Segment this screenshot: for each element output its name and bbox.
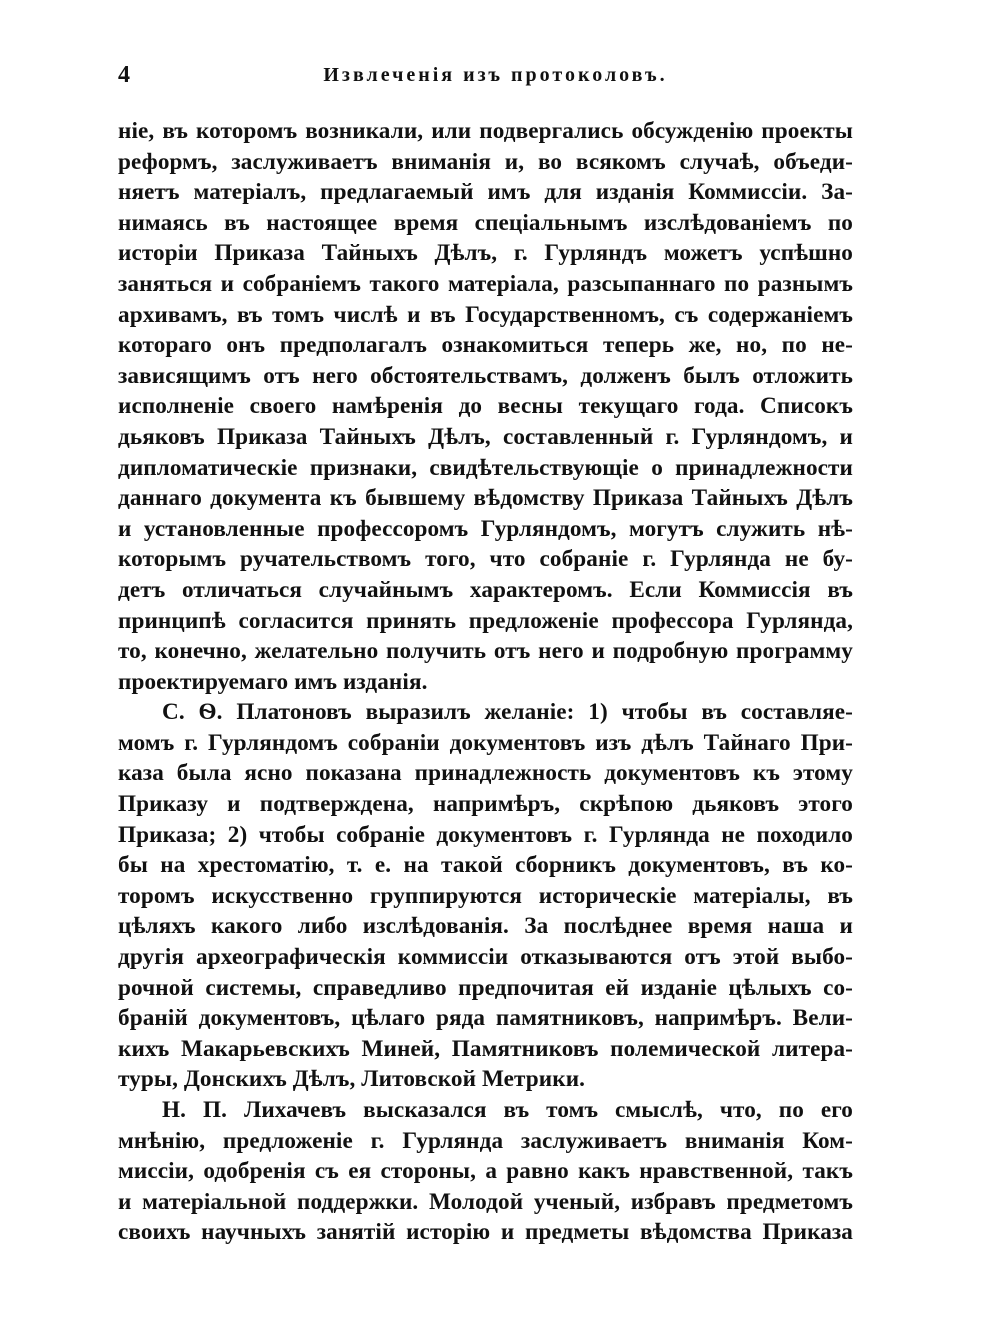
text-line: исторіи Приказа Тайныхъ Дѣлъ, г. Гурляндъ можетъ успѣшно (118, 240, 853, 267)
text-line: заняться и собраніемъ такого матеріала, разсыпаннаго по разнымъ (118, 270, 853, 297)
text-line: дьяковъ Приказа Тайныхъ Дѣлъ, составленный г. Гурляндомъ, и (118, 423, 853, 450)
text-line: своихъ научныхъ занятій исторію и предметы вѣдомства Приказа (118, 1219, 853, 1246)
text-line: рочной системы, справедливо предпочитая ей изданіе цѣлыхъ со- (118, 974, 853, 1001)
text-line: Н. П. Лихачевъ высказался въ томъ смыслѣ, что, по его (162, 1097, 853, 1123)
text-line: архивамъ, въ томъ числѣ и въ Государственномъ, съ содержаніемъ (118, 301, 853, 328)
text-line: С. Ѳ. Платоновъ выразилъ желаніе: 1) чтобы въ составляе- (162, 699, 853, 726)
text-line: кихъ Макарьевскихъ Миней, Памятниковъ полемической литера- (118, 1035, 853, 1062)
text-line: торомъ искусственно группируются историческіе матеріалы, въ (118, 882, 853, 909)
text-line: Приказа; 2) чтобы собраніе документовъ г. Гурлянда не походило (118, 821, 853, 848)
text-line: миссіи, одобренія съ ея стороны, а равно какъ нравственной, такъ (118, 1158, 853, 1185)
page-number: 4 (118, 62, 130, 88)
text-line: и установленные профессоромъ Гурляндомъ, могутъ служить нѣ- (118, 515, 853, 542)
text-line: каза была ясно показана принадлежность документовъ къ этому (118, 760, 853, 787)
text-line: проектируемаго имъ изданія. (118, 668, 428, 695)
text-line: браній документовъ, цѣлаго ряда памятниковъ, напримѣръ. Вели- (118, 1005, 853, 1032)
text-line: мнѣнію, предложеніе г. Гурлянда заслуживаетъ вниманія Ком- (118, 1127, 853, 1154)
text-line: цѣляхъ какого либо изслѣдованія. За послѣднее время наша и (118, 913, 853, 940)
text-line: котораго онъ предполагалъ ознакомиться теперь же, но, по не- (118, 332, 853, 359)
text-line: момъ г. Гурляндомъ собраніи документовъ изъ дѣлъ Тайнаго При- (118, 729, 853, 756)
text-line: нимаясь въ настоящее время спеціальнымъ изслѣдованіемъ по (118, 209, 853, 236)
text-line: туры, Донскихъ Дѣлъ, Литовской Метрики. (118, 1066, 586, 1093)
text-line: другія археографическія коммиссіи отказываются отъ этой выбо- (118, 944, 853, 971)
page-header (118, 62, 853, 102)
text-line: исполненіе своего намѣренія до весны текущаго года. Списокъ (118, 393, 853, 420)
text-line: реформъ, заслуживаетъ вниманія и, во всякомъ случаѣ, объеди- (118, 148, 853, 175)
text-line: то, конечно, желательно получить отъ него и подробную программу (118, 638, 853, 665)
text-line: даннаго документа къ бывшему вѣдомству Приказа Тайныхъ Дѣлъ (118, 485, 853, 512)
body-text (118, 116, 853, 1248)
text-line: которымъ ручательствомъ того, что собраніе г. Гурлянда не бу- (118, 546, 853, 573)
text-line: Приказу и подтверждена, напримѣръ, скрѣпою дьяковъ этого (118, 791, 853, 818)
text-line: дипломатическіе признаки, свидѣтельствующіе о принадлежности (118, 454, 853, 481)
text-line: и матеріальной поддержки. Молодой ученый, избравъ предметомъ (118, 1188, 853, 1215)
text-line: няетъ матеріалъ, предлагаемый имъ для изданія Коммиссіи. За- (118, 179, 853, 206)
text-line: детъ отличаться случайнымъ характеромъ. Если Коммиссія въ (118, 576, 853, 603)
text-line: принципѣ согласится принять предложеніе профессора Гурлянда, (118, 607, 853, 634)
text-line: бы на хрестоматію, т. е. на такой сборникъ документовъ, въ ко- (118, 852, 853, 879)
text-line: зависящимъ отъ него обстоятельствамъ, долженъ былъ отложить (118, 362, 853, 389)
text-line: ніе, въ которомъ возникали, или подвергались обсужденію проекты (118, 118, 853, 144)
running-head: Извлеченія изъ протоколовъ. (323, 64, 668, 86)
